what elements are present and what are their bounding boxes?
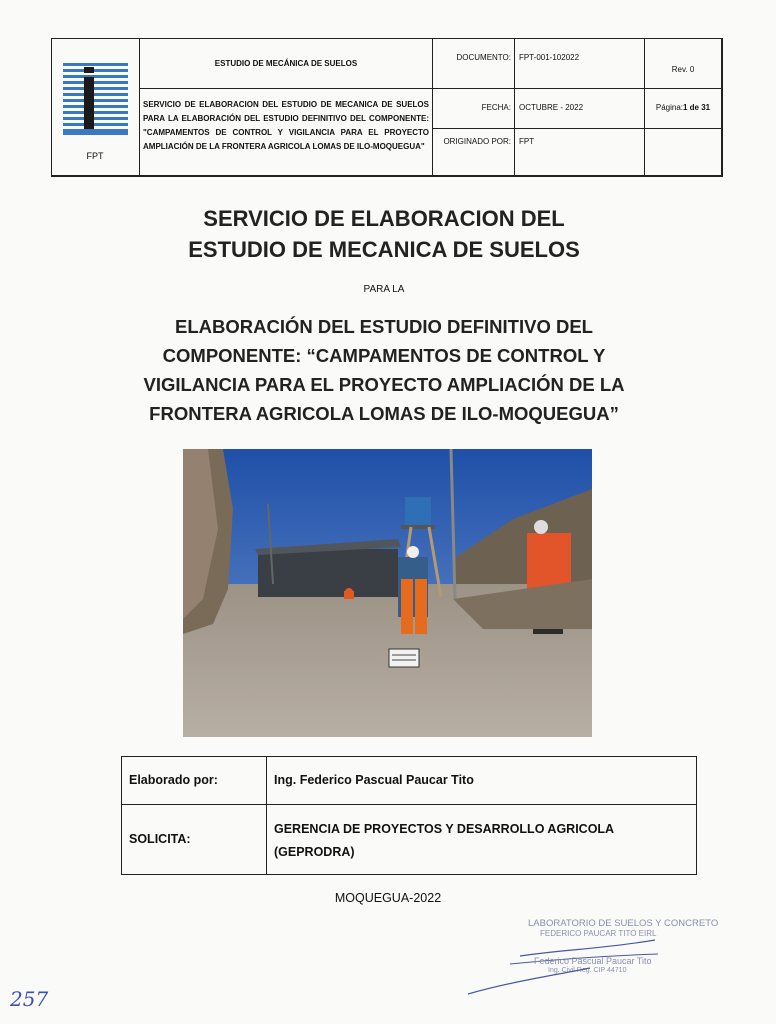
logo-cell — [52, 39, 140, 176]
elaborado-label: Elaborado por: — [122, 757, 267, 805]
para-la: PARA LA — [363, 284, 405, 295]
revision: Rev. 0 — [645, 39, 722, 89]
elaborado-value: Ing. Federico Pascual Paucar Tito — [267, 757, 696, 805]
documento-label: DOCUMENTO: — [433, 39, 515, 89]
stamp-line-2: FEDERICO PAUCAR TITO EIRL — [540, 929, 657, 938]
main-title-line-2: ESTUDIO DE MECANICA DE SUELOS — [188, 237, 580, 262]
logo-label: FPT — [86, 151, 104, 161]
page-indicator — [645, 89, 722, 129]
pagina-label: Página: — [655, 103, 683, 112]
main-title-line-1: SERVICIO DE ELABORACION DEL — [203, 206, 565, 231]
stamp-line-3: Federico Pascual Paucar Tito — [534, 956, 652, 966]
info-table — [121, 756, 697, 875]
stamp-line-1: LABORATORIO DE SUELOS Y CONCRETO — [528, 918, 719, 929]
fpt-logo — [52, 39, 138, 144]
header-table — [51, 38, 723, 177]
main-title — [60, 203, 708, 265]
solicita-label: SOLICITA: — [122, 805, 267, 874]
originado-label: ORIGINADO POR: — [433, 129, 515, 176]
header-title: ESTUDIO DE MECÁNICA DE SUELOS — [140, 39, 433, 89]
originado-value: FPT — [515, 129, 645, 176]
header-description: SERVICIO DE ELABORACION DEL ESTUDIO DE MECANICA DE SUELOS PARA LA ELABORACIÓN DEL ESTUDIO DEFINITIVO DEL COMPONENTE: "CAMPAMENTOS DE CONTROL Y VIGILANCIA PARA EL PROYECTO AMPLIACIÓN DE LA FRONTERA AGRICOLA LOMAS DE ILO-MOQUEGUA" — [140, 89, 433, 176]
documento-value: FPT-001-102022 — [515, 39, 645, 89]
pagina-value: 1 de 31 — [683, 103, 711, 112]
solicita-value-line-1: GERENCIA DE PROYECTOS Y DESARROLLO AGRICOLA — [274, 822, 615, 836]
signature-stamp — [460, 912, 719, 1002]
handwritten-page-number: 257 — [10, 987, 49, 1011]
fecha-value: OCTUBRE - 2022 — [515, 89, 645, 129]
empty-cell — [645, 129, 722, 176]
solicita-value-line-2: (GEPRODRA) — [274, 845, 355, 859]
sub-title: ELABORACIÓN DEL ESTUDIO DEFINITIVO DEL COMPONENTE: “CAMPAMENTOS DE CONTROL Y VIGILANCIA PARA EL PROYECTO AMPLIACIÓN DE LA FRONTERA AGRICOLA LOMAS DE ILO-MOQUEGUA” — [143, 316, 625, 424]
solicita-value — [267, 805, 696, 874]
fecha-label: FECHA: — [433, 89, 515, 129]
stamp-line-4: Ing. Civil Reg. CIP 44710 — [548, 967, 627, 974]
site-photo — [183, 449, 592, 737]
city-year: MOQUEGUA-2022 — [334, 891, 442, 905]
